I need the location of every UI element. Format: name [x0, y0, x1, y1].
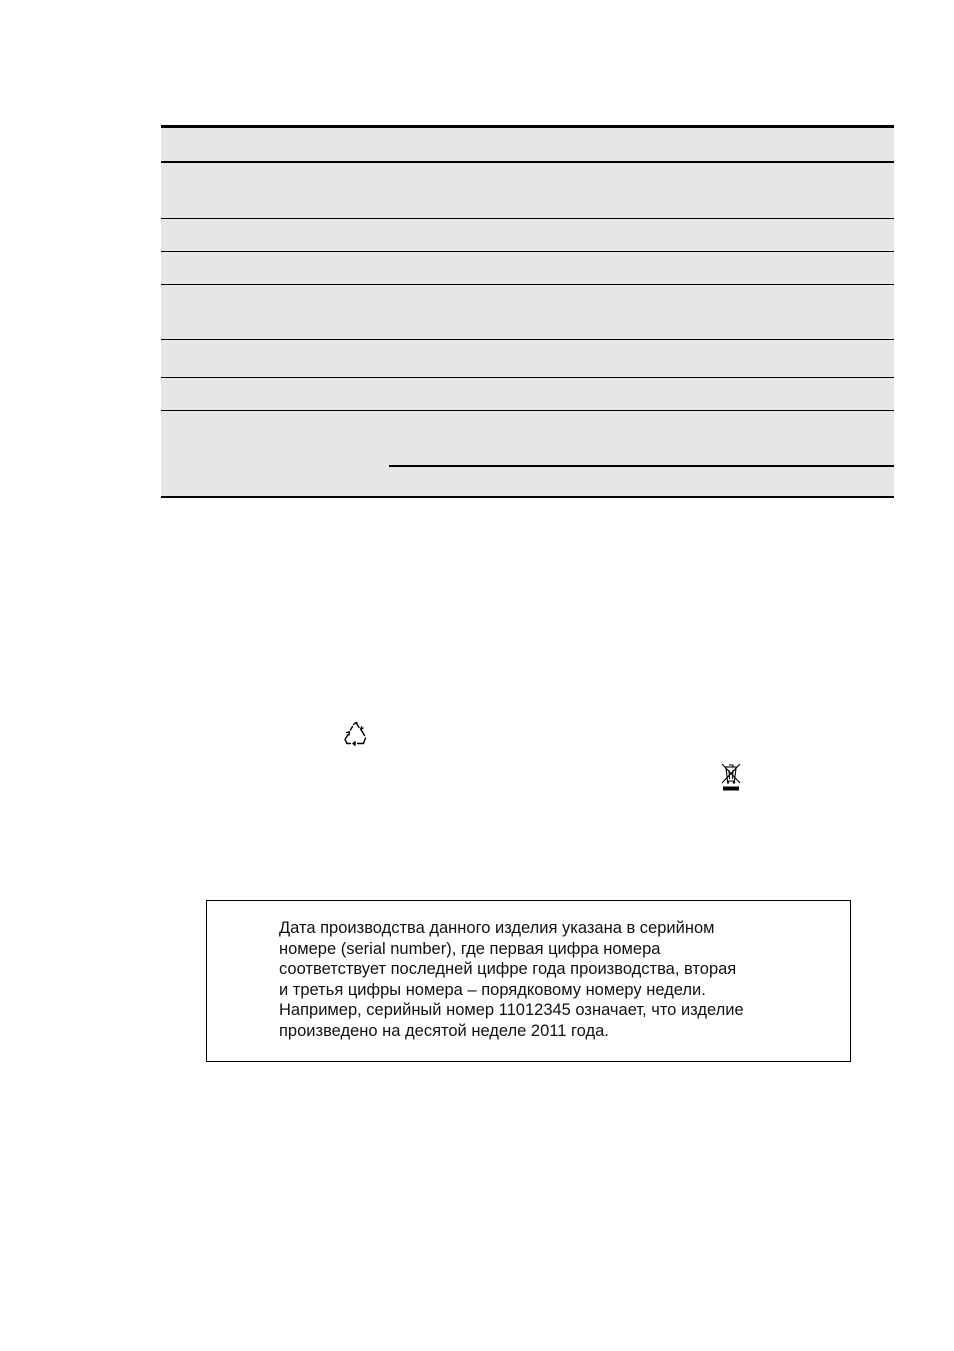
- recycle-icon: [342, 720, 370, 748]
- info-line: Например, серийный номер 11012345 означает, что изделие: [279, 1001, 744, 1019]
- info-line: произведено на десятой неделе 2011 года.: [279, 1021, 609, 1040]
- table-row: [161, 219, 894, 251]
- table-row: [161, 252, 894, 284]
- table-header-row: [161, 128, 894, 161]
- table-row: [161, 411, 894, 496]
- table-row: [161, 378, 894, 410]
- info-line: Дата производства данного изделия указана в серийном: [279, 919, 715, 937]
- serial-number-explanation: [279, 918, 839, 1041]
- table-row: [161, 285, 894, 339]
- info-line: соответствует последней цифре года производства, вторая: [279, 960, 737, 978]
- specification-table: [161, 125, 894, 498]
- table-row: [161, 340, 894, 377]
- serial-number-info-box: [206, 900, 851, 1062]
- table-row: [161, 163, 894, 218]
- info-line: номере (serial number), где первая цифра номера: [279, 939, 661, 958]
- crossed-out-bin-icon: [720, 762, 742, 792]
- info-line: и третья цифры номера – порядковому номеру недели.: [279, 980, 706, 999]
- table-subrow-divider: [389, 465, 894, 467]
